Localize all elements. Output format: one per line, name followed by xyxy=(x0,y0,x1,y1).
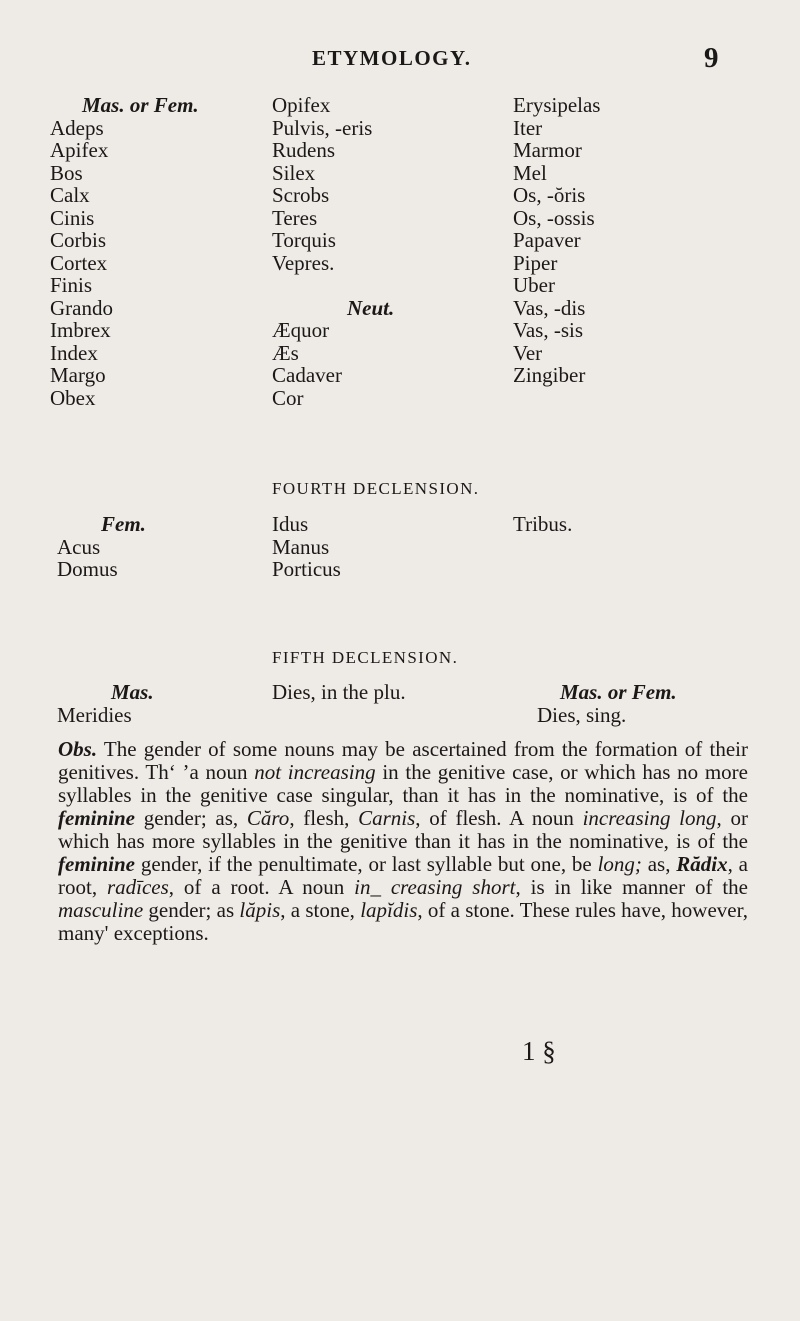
obs-example: lapĭdis xyxy=(360,898,418,922)
obs-text: , flesh, xyxy=(289,806,359,830)
obs-emphasis: feminine xyxy=(58,852,135,876)
noun-entry: Grando xyxy=(50,295,113,320)
noun-entry: Finis xyxy=(50,273,93,297)
fourth-declension-heading: FOURTH DECLENSION. xyxy=(272,479,480,498)
noun-entry: Adeps xyxy=(50,115,104,140)
noun-entry: Torquis xyxy=(272,228,336,252)
noun-entry: Vas, -sis xyxy=(513,318,584,342)
obs-text: , of flesh. A noun xyxy=(415,806,583,830)
signature-mark: 1 § xyxy=(522,1036,556,1066)
running-header xyxy=(0,36,800,76)
obs-emphasis: in_ creasing short xyxy=(354,875,516,899)
neuter-heading: Neut. xyxy=(347,295,395,320)
noun-entry: Os, -ossis xyxy=(513,205,595,230)
noun-entry: Cor xyxy=(272,385,304,410)
obs-emphasis: long; xyxy=(597,852,642,876)
noun-entry: Uber xyxy=(513,273,555,297)
noun-entry: Calx xyxy=(50,183,90,207)
noun-entry: Zingiber xyxy=(513,363,586,387)
obs-example: radīces xyxy=(106,875,169,899)
obs-example: lăpis xyxy=(239,898,281,922)
obs-text: , or which has more syllables in the genitive than it has in the nominative, is of the xyxy=(58,806,748,853)
obs-emphasis: increasing long xyxy=(582,806,717,830)
page-number: 9 xyxy=(704,42,719,74)
obs-text: , a stone, xyxy=(280,898,361,922)
noun-entry: Manus xyxy=(272,534,330,559)
fifth-mas-fem-heading-text: Mas. or Fem. xyxy=(560,680,677,704)
noun-entry: Vas, -dis xyxy=(513,295,586,320)
obs-emphasis: feminine xyxy=(58,806,135,830)
noun-entry: Rudens xyxy=(272,138,335,162)
fifth-dies-plural: Dies, in the plu. xyxy=(272,680,406,704)
obs-text: in the genitive case, or which has no more syllables in the genitive case singular, than it has in the nominative, is of the xyxy=(58,760,748,807)
fourth-declension-fem-column xyxy=(57,513,146,581)
obs-text: a noun xyxy=(189,760,255,784)
obs-text: ʻ ʼ xyxy=(168,760,190,784)
noun-entry: Porticus xyxy=(272,557,341,581)
noun-entry: Corbis xyxy=(50,228,107,252)
noun-entry: Bos xyxy=(50,160,83,185)
obs-text: , of a root. A noun xyxy=(168,875,355,899)
running-title: ETYMOLOGY. xyxy=(312,46,472,70)
noun-entry: Erysipelas xyxy=(513,93,601,117)
noun-entry: Apifex xyxy=(50,138,109,162)
noun-entry: Scrobs xyxy=(272,183,330,207)
noun-entry: Imbrex xyxy=(50,318,111,342)
noun-entry: Obex xyxy=(50,385,96,410)
fifth-dies-singular: Dies, sing. xyxy=(537,703,627,727)
noun-entry: Domus xyxy=(57,557,118,581)
third-declension-right-column xyxy=(513,94,600,387)
noun-entry: Marmor xyxy=(513,138,582,162)
obs-emphasis: masculine xyxy=(58,898,144,922)
obs-text: , of a stone. These rules have, however, many' exceptions. xyxy=(58,898,749,945)
noun-entry: Silex xyxy=(272,160,316,185)
obs-example: Rădix xyxy=(676,852,728,876)
fifth-mas-fem-heading xyxy=(560,680,677,705)
noun-entry: Os, -ŏris xyxy=(513,183,586,207)
obs-emphasis: not increasing xyxy=(254,760,376,784)
column-heading: Fem. xyxy=(101,512,146,536)
obs-text: The gender of some nouns may be ascertained from the formation of their genitives. Th xyxy=(58,737,748,784)
noun-entry: Cortex xyxy=(50,250,108,275)
observation-paragraph xyxy=(58,738,748,945)
column-heading: Mas. or Fem. xyxy=(82,93,199,117)
fifth-declension-heading: FIFTH DECLENSION. xyxy=(272,648,459,667)
noun-entry: Index xyxy=(50,340,98,365)
fourth-declension-middle-column xyxy=(272,513,341,581)
noun-entry: Cinis xyxy=(50,205,95,230)
noun-entry: Cadaver xyxy=(272,363,342,387)
noun-entry: Æs xyxy=(272,340,299,365)
obs-text: gender; as xyxy=(143,898,240,922)
noun-entry: Vepres. xyxy=(272,250,335,275)
obs-text: as, xyxy=(641,852,677,876)
obs-label: Obs. xyxy=(58,737,98,761)
obs-text: gender, if the penultimate, or last syllable but one, be xyxy=(135,852,598,876)
obs-text: gender; as, xyxy=(135,806,247,830)
obs-example: Carnis xyxy=(358,806,416,830)
noun-entry: Pulvis, -eris xyxy=(272,115,373,140)
obs-text: , a root, xyxy=(58,852,748,899)
noun-entry: Tribus. xyxy=(513,512,573,536)
fifth-mas-heading: Mas. xyxy=(111,680,154,704)
noun-entry: Acus xyxy=(57,534,101,559)
noun-entry: Ver xyxy=(513,340,543,365)
fifth-meridies: Meridies xyxy=(57,703,132,727)
noun-entry: Idus xyxy=(272,512,309,536)
noun-entry: Iter xyxy=(513,115,543,140)
obs-example: Căro xyxy=(246,806,290,830)
noun-entry: Margo xyxy=(50,363,106,387)
noun-entry: Opifex xyxy=(272,93,331,117)
third-declension-middle-column xyxy=(272,94,394,409)
fourth-declension-right-column xyxy=(513,513,572,536)
noun-entry: Teres xyxy=(272,205,318,230)
noun-entry: Piper xyxy=(513,250,558,275)
third-declension-mas-fem-column xyxy=(50,94,199,409)
noun-entry: Papaver xyxy=(513,228,581,252)
noun-entry: Æquor xyxy=(272,318,330,342)
obs-text: , is in like manner of the xyxy=(515,875,748,899)
noun-entry: Mel xyxy=(513,160,547,185)
